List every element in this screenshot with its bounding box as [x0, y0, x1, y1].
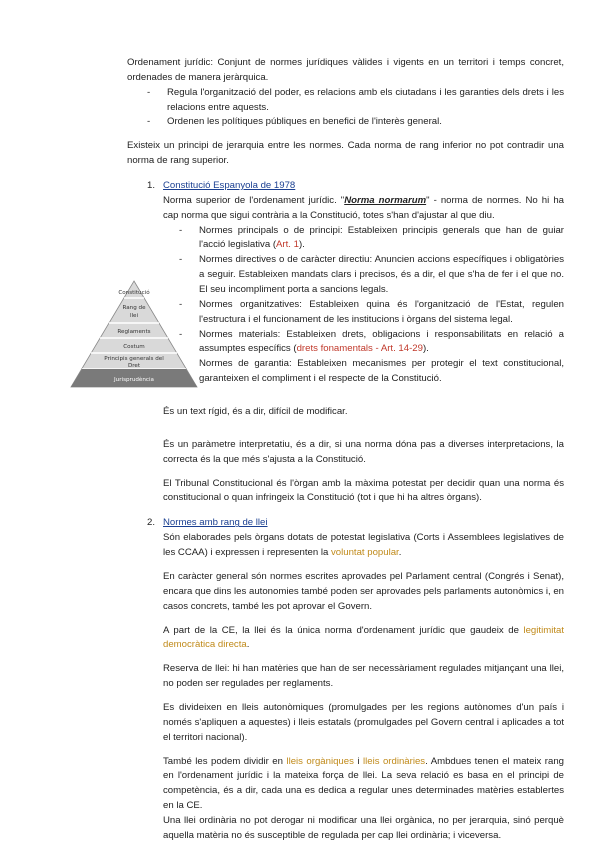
- pyramid-level: Rang de: [122, 304, 146, 311]
- pyramid-level: Costum: [123, 343, 145, 350]
- section-1-body: Norma superior de l'ordenament jurídic. "Norma normarum" - norma de normes. No hi ha cap norma que sigui contrària a la Constitució, totes s'han d'ajustar al que diu. Constitució Rang de llei Reglaments Costum Principis generals del Dret Jurisprudència - Normes principals o de principi: Estableixen principis generals que han de guiar l'acció legislativa (Art. 1). - Normes directives o de caràcter directiu: Anuncien accions específiques i obligatòries a seguir. Estableixen mandats clars i precisos, és a dir, el que s'ha de fer i el que no. El seu incompliment porta a sancions legals. - Normes organitzatives: Estableixen quina és l'organització de l'Estat, regulen l'estructura i el funcionament de les institucions i òrgans del sistema legal. - Normes materials: Estableixen drets, obligacions i responsabilitats en relació a assumptes específics (drets fonamentals - Art. 14-29). Normes de garantia: Estableixen mecanismes per protegir el text constitucional, garanteixen el compliment i el respecte de la Constitució. És un text rígid, és a dir, difícil de modificar. És un paràmetre interpretatiu, és a dir, si una norma dóna pas a diverses interpretacions, la correcta és la que més s'ajusta a la Constitució. El Tribunal Constitucional és l'òrgan amb la màxima potestat per decidir quan una norma és constitucional o quan infringeix la Constitució (tot i que hi ha altres òrgans).: [163, 194, 564, 506]
- norm-type-item: - Normes materials: Estableixen drets, obligacions i responsabilitats en relació a assumptes específics (drets fonamentals - Art. 14-29).: [179, 328, 564, 355]
- hierarchy-paragraph: Existeix un principi de jerarquia entre les normes. Cada norma de rang inferior no pot contradir una norma de rang superior.: [127, 140, 564, 167]
- pyramid-level: Dret: [127, 362, 141, 369]
- bullet-item: - Regula l'organització del poder, es relacions amb els ciutadans i les garanties dels drets i les relacions entre aquests.: [147, 86, 564, 113]
- pyramid-level: Constitució: [118, 289, 150, 296]
- section-heading-1: 1. Constitució Espanyola de 1978: [127, 179, 564, 194]
- tribunal-paragraph: El Tribunal Constitucional és l'òrgan amb la màxima potestat per decidir quan una norma és constitucional o quan infringeix la Constitució (tot i que hi ha altres òrgans).: [163, 477, 564, 504]
- pyramid-level: Jurisprudència: [114, 376, 154, 383]
- document-body: [104, 56, 564, 844]
- pyramid-level: llei: [129, 312, 139, 319]
- definition-paragraph: Ordenament jurídic: Conjunt de normes jurídiques vàlides i vigents en un territori i temps concret, ordenades de manera jeràrquica.: [127, 57, 564, 83]
- section-link-normes-llei[interactable]: Normes amb rang de llei: [163, 517, 268, 529]
- rigid-paragraph: És un text rígid, és a dir, difícil de modificar.: [163, 406, 348, 418]
- norm-type-item: Normes de garantia: Estableixen mecanismes per protegir el text constitucional, garanteixen el compliment i el respecte de la Constitució.: [199, 358, 564, 385]
- legal-hierarchy-pyramid-image: [69, 279, 199, 389]
- parameter-paragraph: És un paràmetre interpretatiu, és a dir, si una norma dóna pas a diverses interpretacions, la correcta és la que més s'ajusta a la Constitució.: [163, 438, 564, 465]
- section-heading-2: 2. Normes amb rang de llei: [127, 516, 564, 531]
- pyramid-level: Principis generals del: [104, 355, 164, 362]
- norm-type-item: - Normes directives o de caràcter directiu: Anuncien accions específiques i obligatòries a seguir. Estableixen mandats clars i precisos, és a dir, el que s'ha de fer i el que no. El seu incompliment porta a sancions legals.: [179, 254, 564, 296]
- bullet-item: - Ordenen les polítiques públiques en benefici de l'interès general.: [147, 116, 442, 128]
- section-link-constitucio[interactable]: Constitució Espanyola de 1978: [163, 180, 296, 192]
- pyramid-level: Reglaments: [117, 328, 151, 335]
- norm-type-item: - Normes organitzatives: Estableixen quina és l'organització de l'Estat, regulen l'estructura i el funcionament de les institucions i òrgans del sistema legal.: [179, 298, 564, 325]
- norm-type-item: - Normes principals o de principi: Estableixen principis generals que han de guiar l'acció legislativa (Art. 1).: [179, 224, 564, 251]
- section-2-body: Són elaborades pels òrgans dotats de potestat legislativa (Corts i Assemblees legislatives de les CCAA) i expressen i representen la voluntat popular. En caràcter general són normes escrites aprovades pel Parlament central (Congrés i Senat), encara que dins les autonomies també poden ser aprovades pels parlaments autonòmics i, en casos concrets, també les pot aprovar el Govern. A part de la CE, la llei és la única norma d'ordenament jurídic que gaudeix de legitimitat democràtica directa. Reserva de llei: hi han matèries que han de ser necessàriament regulades mitjançant una llei, no poden ser regulades per reglaments. Es divideixen en lleis autonòmiques (promulgades per les regions autònomes d'un país i només s'apliquen a aquestes) i lleis estatals (promulgades pel Govern central i aplicades a tot el territori nacional). També les podem dividir en lleis orgàniques i lleis ordinàries. Ambdues tenen el mateix rang en l'ordenament jurídic i la mateixa força de llei. La seva relació es basa en el principi de competència, és a dir, cada una es dedica a regular unes determinades matèries establertes en la CE. Una llei ordinària no pot derogar ni modificar una llei orgànica, no per jerarquia, sinó perquè aquella matèria no és susceptible de regulada per cap llei ordinària; i viceversa.: [163, 532, 564, 841]
